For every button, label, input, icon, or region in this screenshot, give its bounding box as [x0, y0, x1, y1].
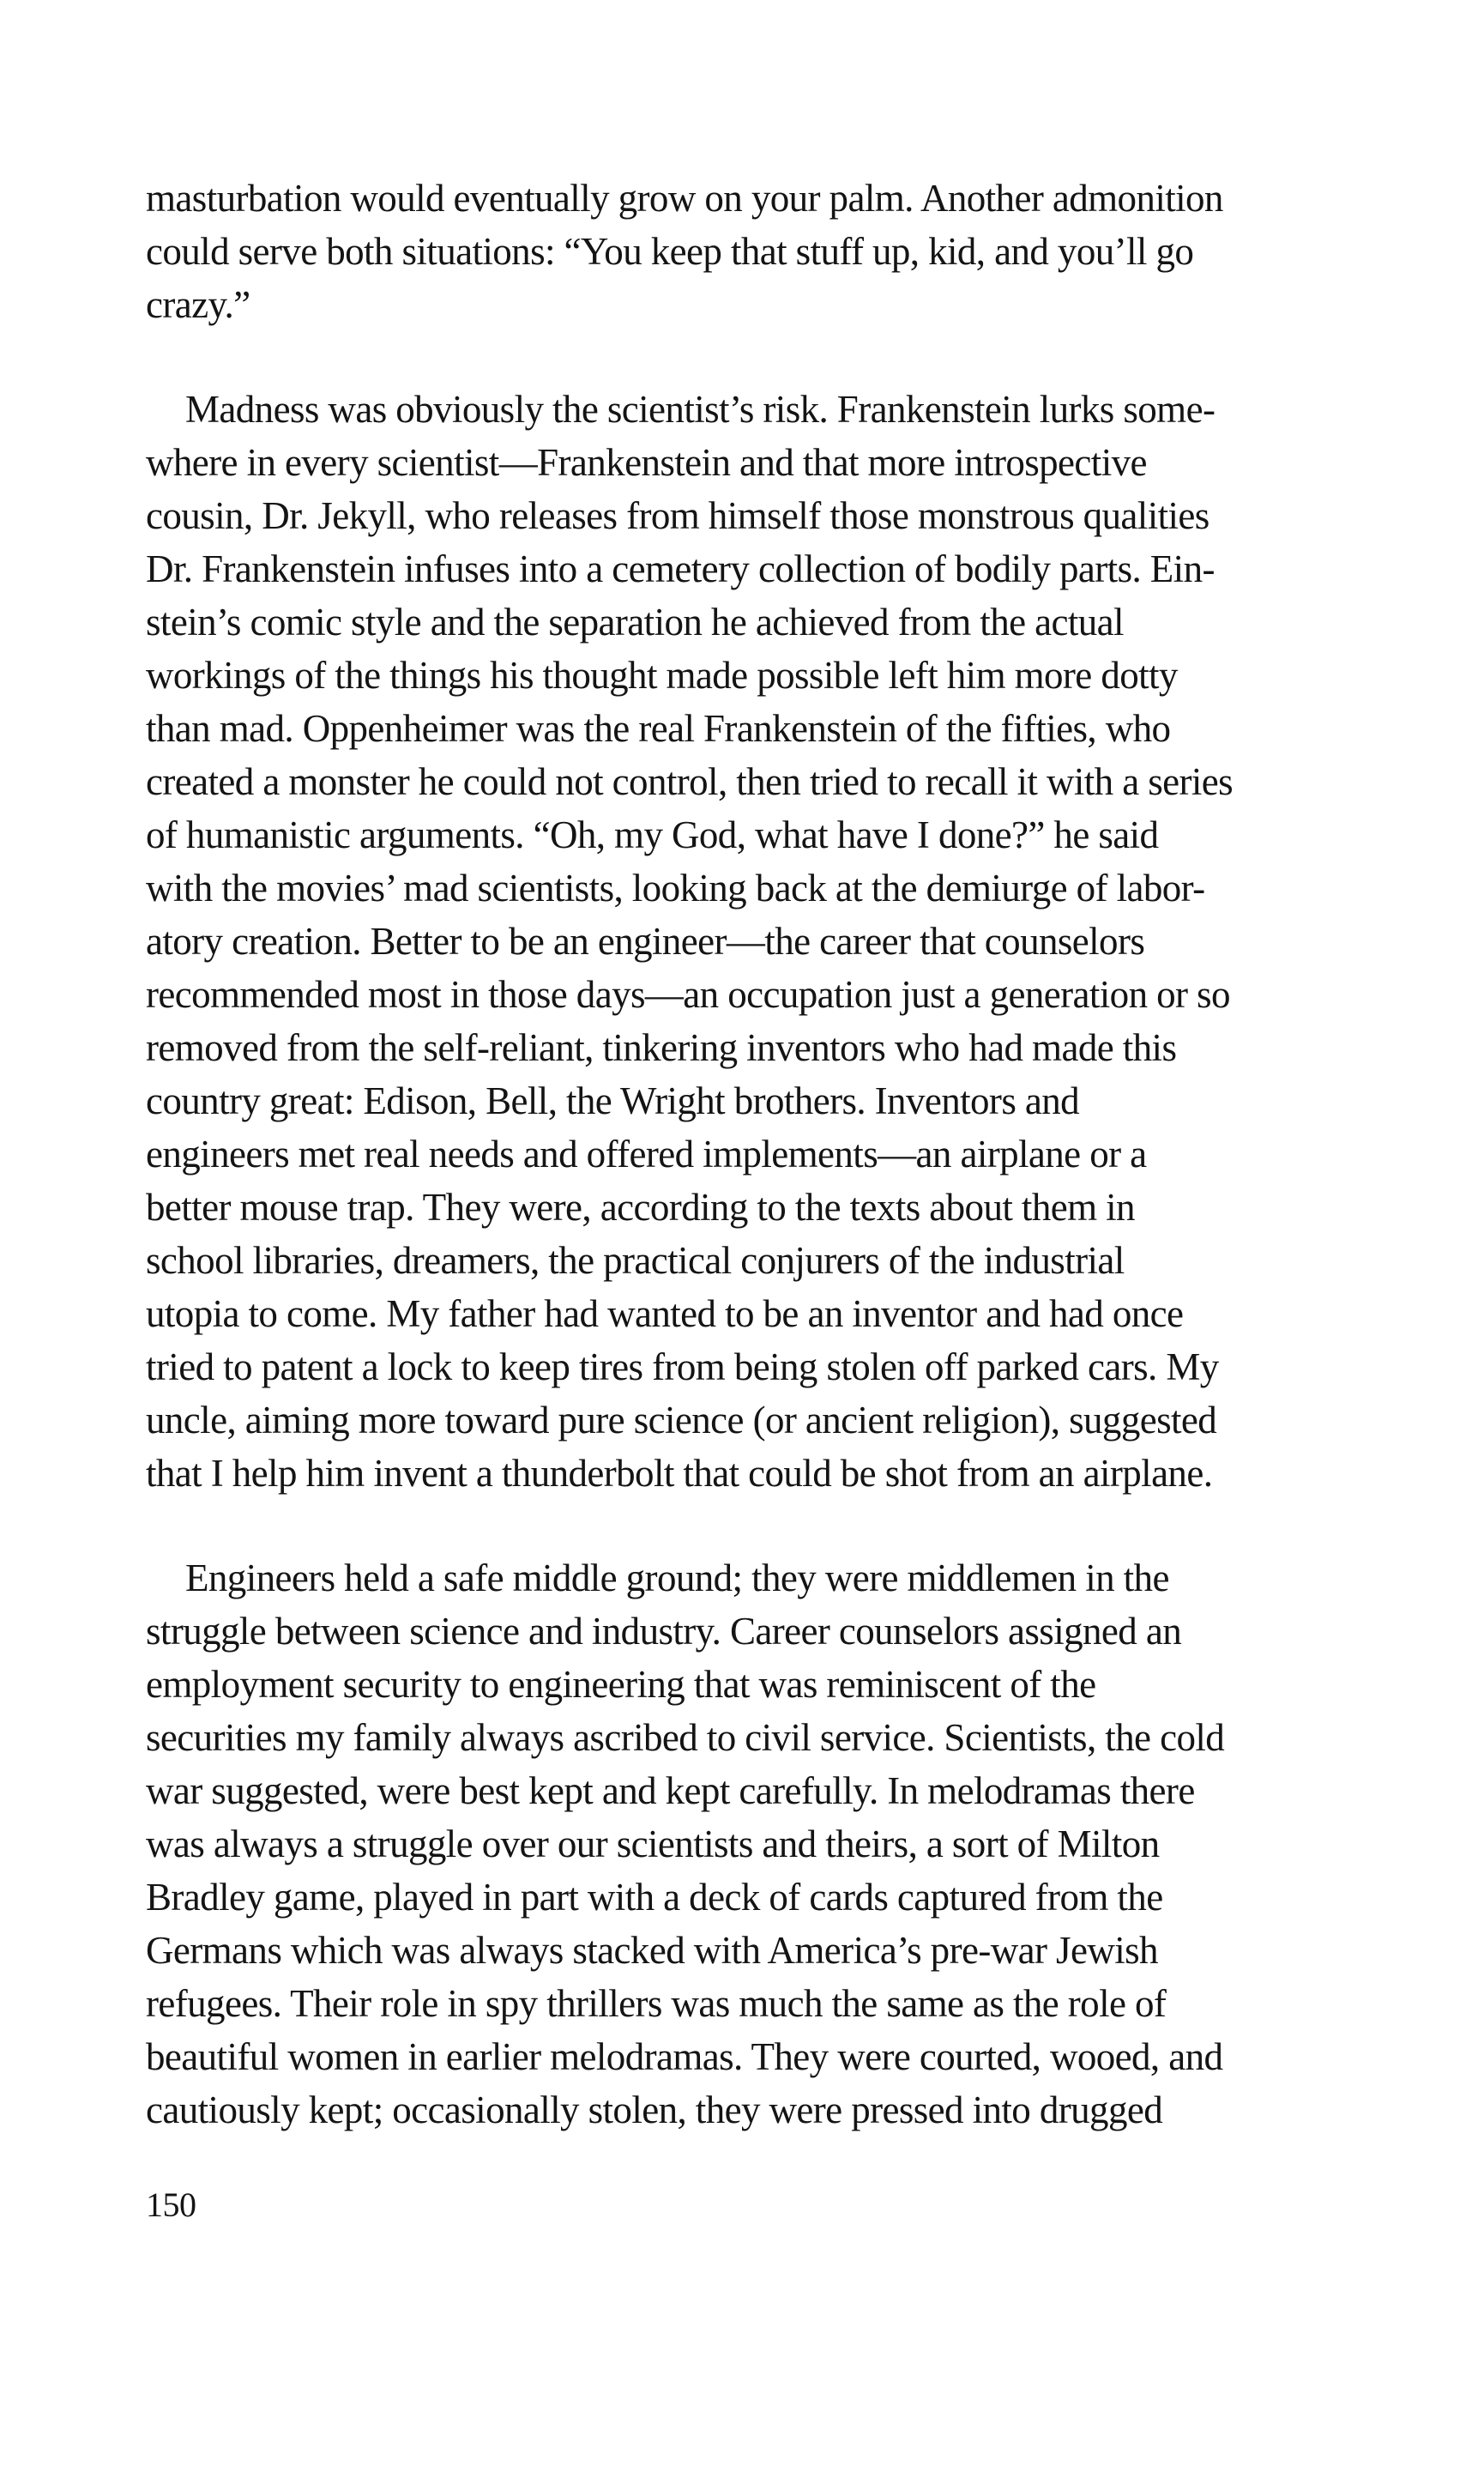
text-line: stein’s comic style and the separation he achieved from the actual: [146, 601, 1124, 644]
text-line: uncle, aiming more toward pure science (or ancient religion), suggested: [146, 1399, 1217, 1442]
text-line: removed from the self-reliant, tinkering inventors who had made this: [146, 1026, 1177, 1069]
paragraph-3: [146, 1551, 1347, 2137]
text-line: utopia to come. My father had wanted to be an inventor and had once: [146, 1292, 1184, 1335]
text-line: struggle between science and industry. Career counselors assigned an: [146, 1610, 1182, 1653]
text-line: could serve both situations: “You keep that stuff up, kid, and you’ll go: [146, 230, 1194, 273]
paragraph-2: [146, 383, 1347, 1500]
text-line: masturbation would eventually grow on your palm. Another admonition: [146, 177, 1223, 220]
paragraph-spacer: [146, 1500, 1347, 1551]
text-line: atory creation. Better to be an engineer—the career that counselors: [146, 920, 1145, 963]
text-line: tried to patent a lock to keep tires from being stolen off parked cars. My: [146, 1345, 1219, 1388]
text-line: Dr. Frankenstein infuses into a cemetery collection of bodily parts. Ein-: [146, 547, 1215, 590]
text-line: than mad. Oppenheimer was the real Frankenstein of the fifties, who: [146, 707, 1171, 750]
paragraph-1: [146, 172, 1347, 331]
text-line: of humanistic arguments. “Oh, my God, what have I done?” he said: [146, 813, 1159, 856]
text-line: that I help him invent a thunderbolt that could be shot from an airplane.: [146, 1452, 1213, 1495]
text-line: beautiful women in earlier melodramas. They were courted, wooed, and: [146, 2035, 1223, 2078]
text-line: engineers met real needs and offered implements—an airplane or a: [146, 1133, 1147, 1176]
page-number: 150: [146, 2185, 196, 2224]
text-line: cousin, Dr. Jekyll, who releases from himself those monstrous qualities: [146, 494, 1210, 537]
paragraph-spacer: [146, 331, 1347, 383]
text-line: Bradley game, played in part with a deck of cards captured from the: [146, 1876, 1163, 1919]
text-line: was always a struggle over our scientists and theirs, a sort of Milton: [146, 1822, 1160, 1865]
text-line: Madness was obviously the scientist’s risk. Frankenstein lurks some-: [185, 388, 1216, 431]
text-line: country great: Edison, Bell, the Wright brothers. Inventors and: [146, 1079, 1080, 1122]
text-line: recommended most in those days—an occupation just a generation or so: [146, 973, 1230, 1016]
text-line: school libraries, dreamers, the practical conjurers of the industrial: [146, 1239, 1125, 1282]
text-line: cautiously kept; occasionally stolen, they were pressed into drugged: [146, 2088, 1163, 2131]
text-line: workings of the things his thought made possible left him more dotty: [146, 654, 1178, 697]
text-line: refugees. Their role in spy thrillers was much the same as the role of: [146, 1982, 1167, 2025]
text-line: Engineers held a safe middle ground; they were middlemen in the: [185, 1556, 1169, 1599]
text-line: crazy.”: [146, 283, 250, 326]
text-line: Germans which was always stacked with America’s pre-war Jewish: [146, 1929, 1158, 1972]
text-line: better mouse trap. They were, according to the texts about them in: [146, 1186, 1135, 1229]
text-line: created a monster he could not control, then tried to recall it with a series: [146, 760, 1234, 803]
page-body: [146, 172, 1347, 2137]
text-line: where in every scientist—Frankenstein and that more introspective: [146, 441, 1147, 484]
text-line: with the movies’ mad scientists, looking back at the demiurge of labor-: [146, 867, 1205, 910]
text-line: war suggested, were best kept and kept carefully. In melodramas there: [146, 1769, 1195, 1812]
text-line: employment security to engineering that was reminiscent of the: [146, 1663, 1096, 1706]
text-line: securities my family always ascribed to civil service. Scientists, the cold: [146, 1716, 1225, 1759]
